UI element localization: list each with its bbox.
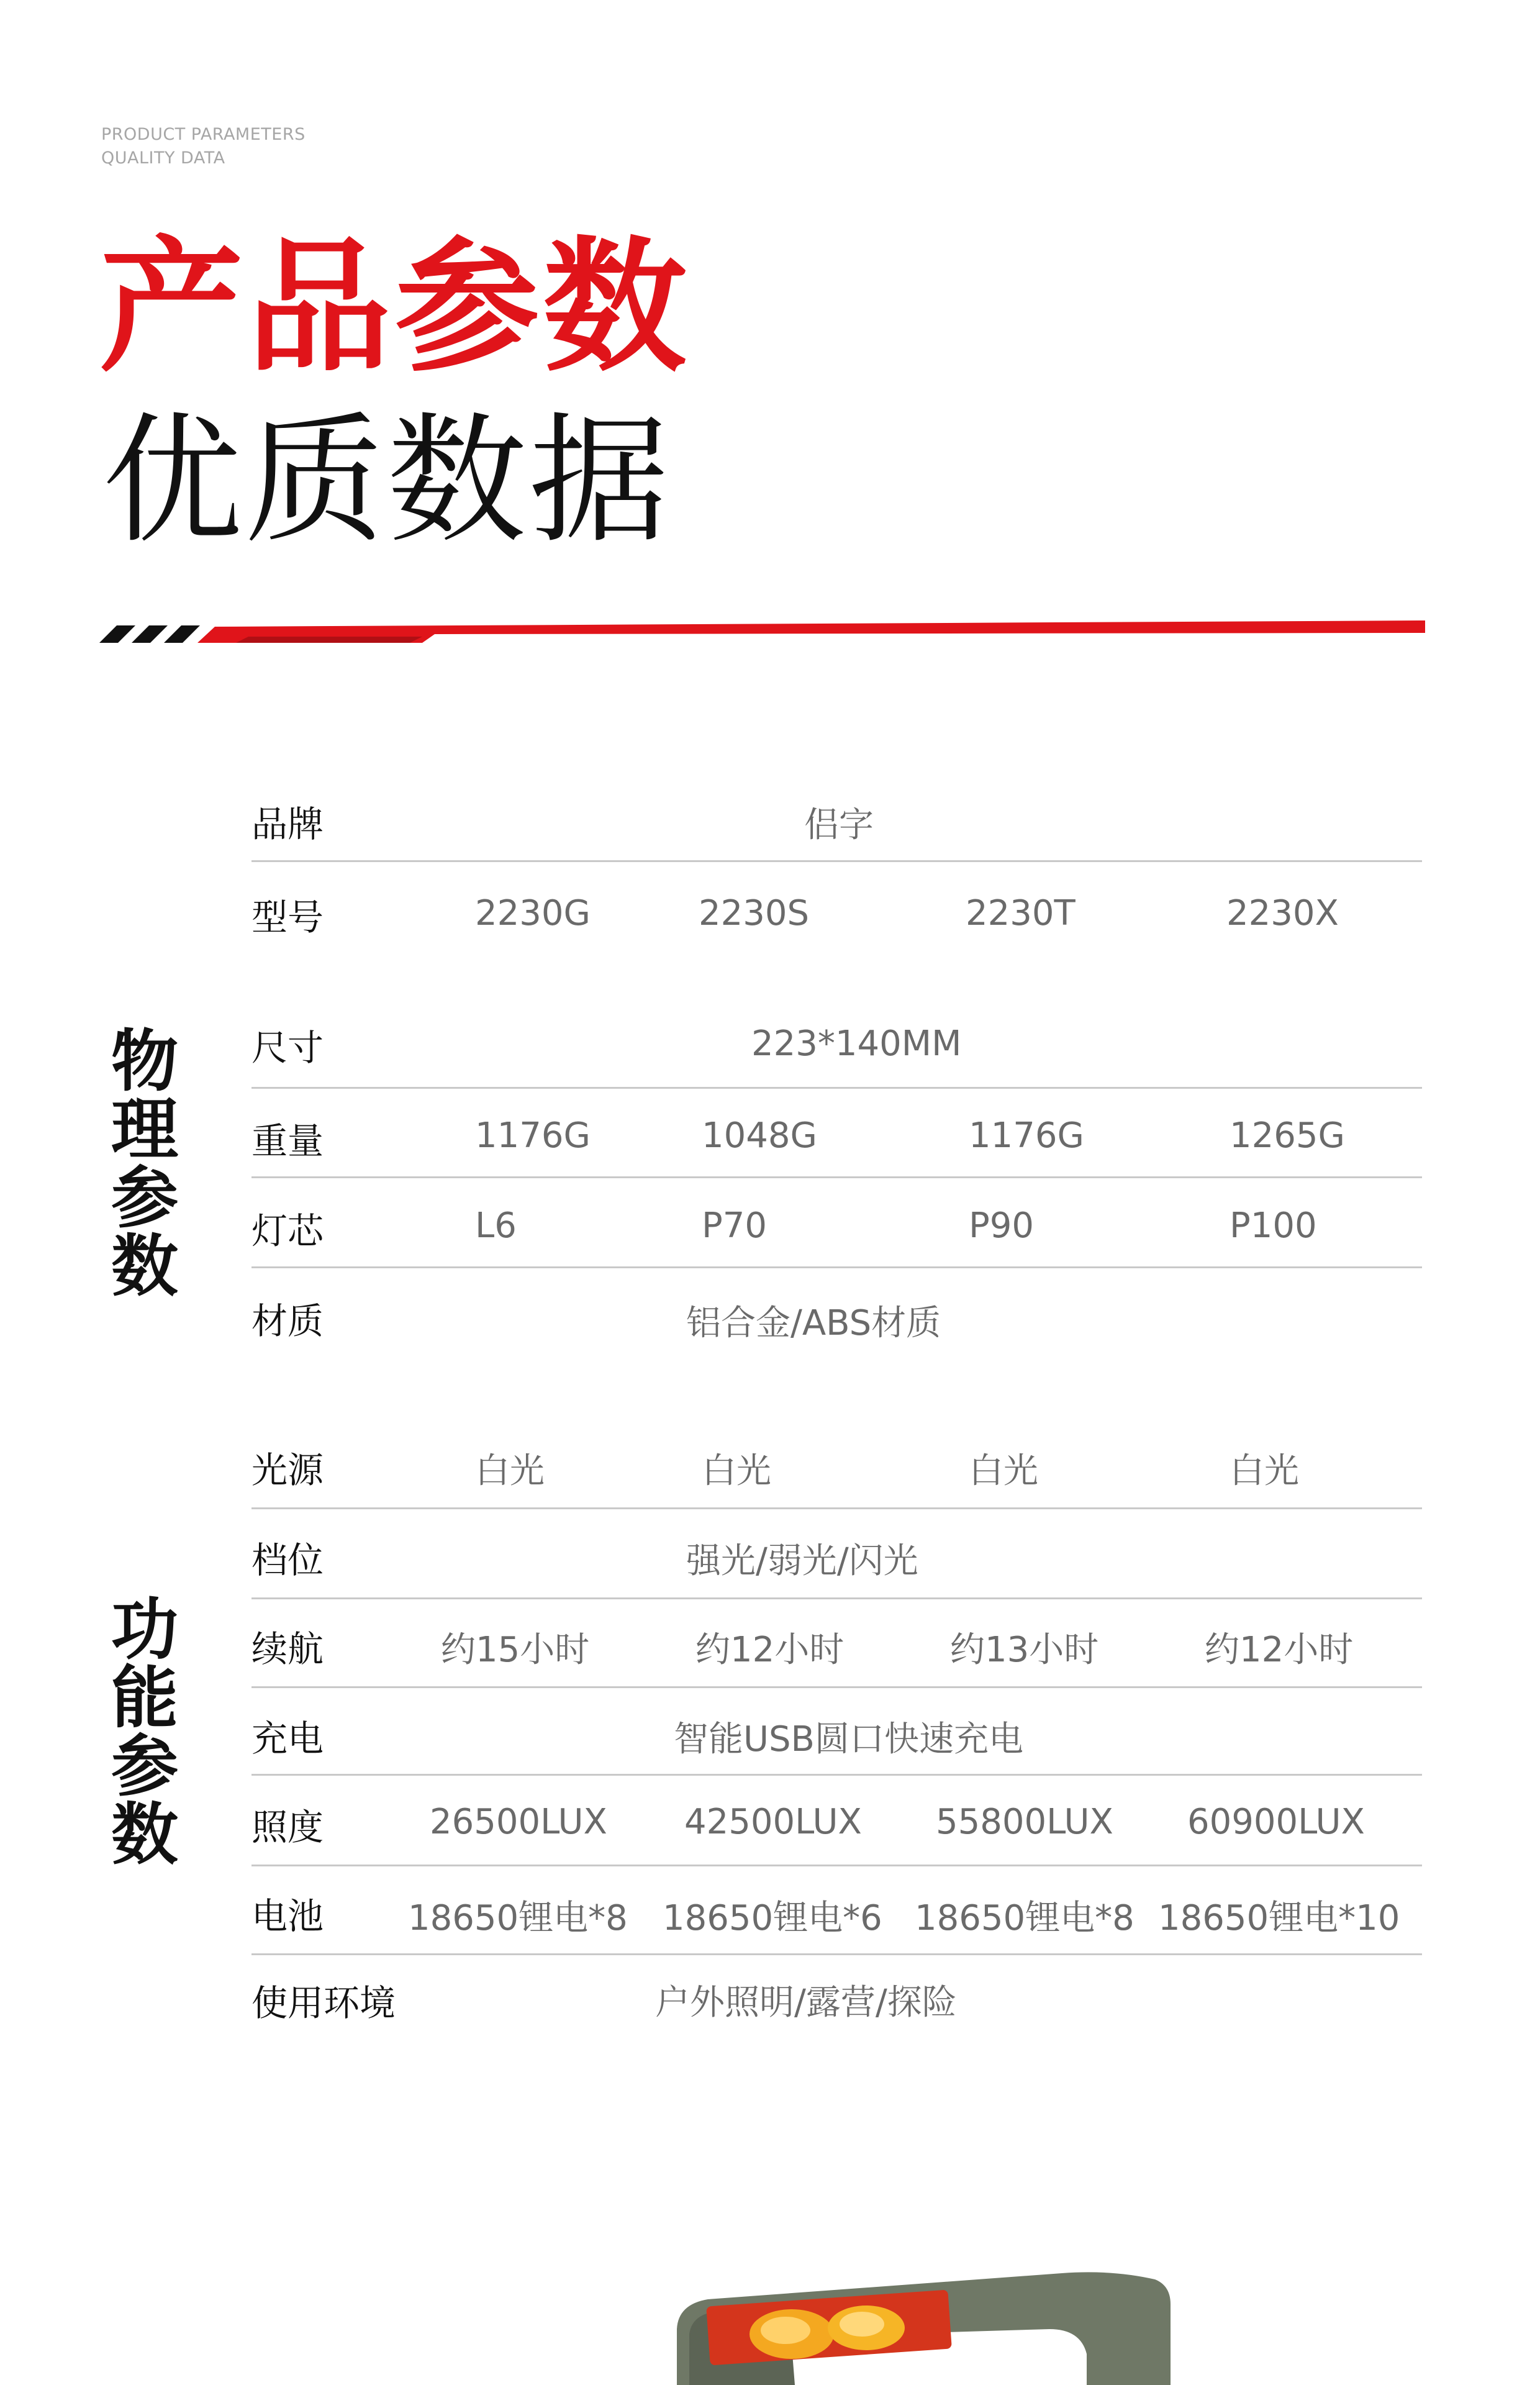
row-label: 光源 [251, 1449, 324, 1491]
row-model [251, 888, 1422, 938]
row-value: 1265G [1230, 1115, 1345, 1156]
row-light [251, 1441, 1422, 1512]
row-value: 约13小时 [950, 1630, 1099, 1670]
row-divider [251, 1507, 1422, 1509]
row-label: 照度 [251, 1806, 324, 1848]
row-divider [251, 860, 1422, 862]
row-chip [251, 1202, 1422, 1273]
row-value: 铝合金/ABS材质 [686, 1303, 941, 1343]
row-divider [251, 1597, 1422, 1599]
row-value: P90 [969, 1206, 1035, 1246]
row-value: 强光/弱光/闪光 [686, 1541, 918, 1581]
row-value: P100 [1230, 1206, 1317, 1246]
row-label: 品牌 [251, 803, 324, 845]
row-divider [251, 1266, 1422, 1268]
row-usage [251, 1974, 1422, 2030]
row-value: 18650锂电*8 [408, 1898, 628, 1938]
row-divider [251, 1087, 1422, 1089]
row-runtime [251, 1620, 1422, 1691]
row-lux [251, 1798, 1422, 1869]
row-value: 1176G [969, 1115, 1084, 1156]
eyebrow-text [101, 123, 306, 170]
row-label: 续航 [251, 1628, 324, 1670]
row-value: 2230G [475, 893, 591, 934]
row-value: 户外照明/露营/探险 [655, 1983, 957, 2023]
row-label: 灯芯 [251, 1210, 324, 1252]
row-mode [251, 1531, 1422, 1602]
row-battery [251, 1887, 1422, 1958]
red-divider [99, 618, 1425, 643]
eyebrow-line-1: PRODUCT PARAMETERS [101, 125, 306, 144]
row-label: 档位 [251, 1539, 324, 1581]
row-label: 电池 [251, 1895, 324, 1937]
row-charge [251, 1709, 1422, 1781]
row-label: 型号 [251, 896, 324, 938]
eyebrow-line-2: QUALITY DATA [101, 148, 225, 168]
page-title-black: 优质数据 [102, 400, 671, 563]
row-divider [251, 1774, 1422, 1776]
row-label: 重量 [251, 1120, 324, 1162]
row-material [251, 1292, 1422, 1348]
section-label-functional [111, 1591, 185, 1874]
row-value: P70 [702, 1206, 768, 1246]
row-size [251, 1019, 1422, 1090]
row-value: 26500LUX [430, 1802, 607, 1842]
row-value: 约12小时 [695, 1630, 845, 1670]
page-title-red: 产品参数 [99, 224, 691, 391]
row-brand [251, 795, 1422, 863]
section-label-physical [111, 1023, 185, 1306]
row-value: 1048G [702, 1115, 817, 1156]
section-physical-text: 物理参数 [111, 1023, 178, 1306]
row-value: 223*140MM [751, 1024, 962, 1064]
row-divider [251, 1865, 1422, 1866]
row-divider [251, 1686, 1422, 1688]
row-value: 18650锂电*6 [663, 1898, 882, 1938]
row-value: 白光 [1230, 1451, 1299, 1491]
row-value: L6 [475, 1206, 517, 1246]
row-value: 白光 [969, 1451, 1038, 1491]
row-value: 2230S [699, 893, 810, 934]
row-value: 18650锂电*8 [915, 1898, 1135, 1938]
row-value: 1176G [475, 1115, 591, 1156]
row-value: 智能USB圆口快速充电 [674, 1719, 1023, 1760]
row-label: 充电 [251, 1717, 324, 1760]
row-value: 白光 [475, 1451, 545, 1491]
row-value: 55800LUX [936, 1802, 1113, 1842]
row-value: 侣字 [804, 805, 874, 845]
row-label: 材质 [251, 1300, 324, 1342]
row-value: 白光 [702, 1451, 771, 1491]
row-divider [251, 1176, 1422, 1178]
flashlight-product-image [664, 2261, 1174, 2385]
row-value: 2230T [966, 893, 1076, 934]
row-value: 约15小时 [441, 1630, 590, 1670]
row-value: 42500LUX [684, 1802, 862, 1842]
section-functional-text: 功能参数 [111, 1591, 178, 1874]
row-value: 60900LUX [1187, 1802, 1365, 1842]
row-label: 使用环境 [251, 1982, 396, 2024]
row-divider [251, 1953, 1422, 1955]
row-label: 尺寸 [251, 1027, 324, 1069]
row-value: 约12小时 [1205, 1630, 1354, 1670]
row-value: 2230X [1226, 893, 1339, 934]
row-weight [251, 1112, 1422, 1183]
row-value: 18650锂电*10 [1158, 1898, 1400, 1938]
